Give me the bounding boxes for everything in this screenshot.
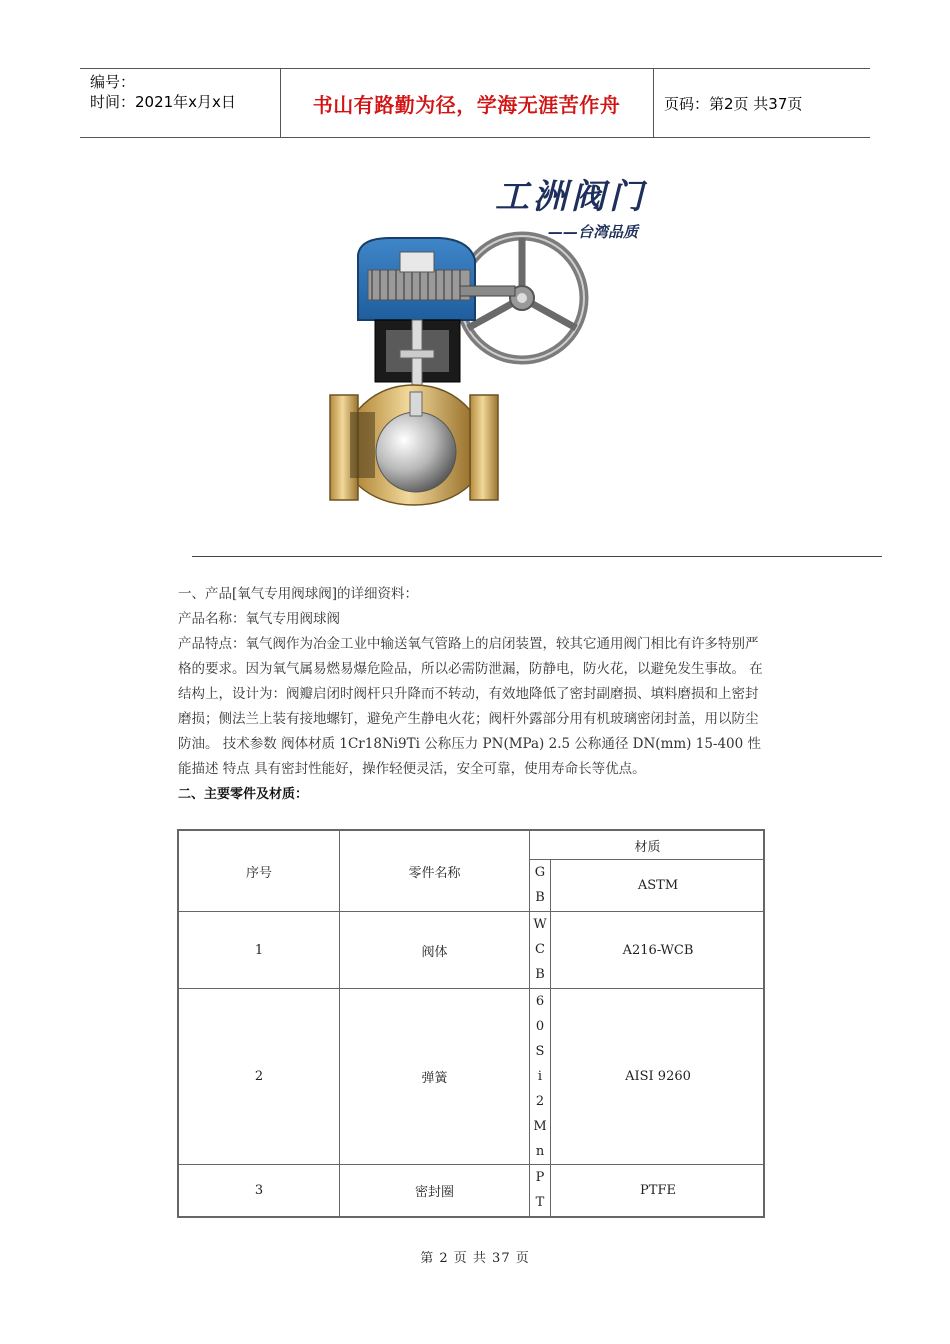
page-footer: 第 2 页 共 37 页: [420, 1251, 530, 1266]
header-page-info: 页码：第2页 共37页: [664, 94, 803, 113]
table-row-name: 密封圈: [414, 1185, 454, 1200]
table-row-astm: PTFE: [640, 1183, 676, 1198]
table-row-gb: 6 0 S i 2 M n: [533, 994, 547, 1159]
header-part-name: 零件名称: [408, 865, 461, 881]
table-row-name: 弹簧: [421, 1071, 448, 1086]
header-seq: 序号: [245, 865, 272, 881]
svg-text:——台湾品质: ——台湾品质: [548, 223, 639, 241]
header-gb: G B: [534, 865, 546, 905]
section1-title: 一、产品[氧气专用阀球阀]的详细资料：: [178, 586, 419, 602]
header-material: 材质: [634, 839, 661, 855]
table-row-name: 阀体: [421, 944, 448, 960]
brand-logo: [495, 177, 648, 241]
product-name: 产品名称：氧气专用阀球阀: [178, 611, 340, 627]
table-row-gb: W C B: [533, 917, 547, 982]
table-row-astm: AISI 9260: [625, 1069, 691, 1084]
header-astm: ASTM: [637, 878, 679, 893]
product-features: 产品特点：氧气阀作为冶金工业中输送氧气管路上的启闭装置，较其它通用阀门相比有许多特别严格的要求。因为氧气属易燃易爆危险品，所以必需防泄漏，防静电，防火花，以避免发生事故。 在结构上，设计为：阀瓣启闭时阀杆只升降而不转动，有效地降低了密封副磨损、填料磨损和上密封磨损；侧法兰上装有接地螺钉，避免产生静电火花；阀杆外露部分用有机玻璃密闭封盖，用以防尘防油。 技术参数 阀体材质 1Cr18Ni9Ti 公称压力 PN(MPa) 2.5 公称通径 DN(mm) 15-400 性能描述 特点 具有密封性能好，操作轻便灵活，安全可靠，使用寿命长等优点。: [178, 636, 763, 777]
valve-body: [330, 385, 498, 505]
header-meta: [80, 69, 281, 137]
header-motto: 书山有路勤为径，学海无涯苦作舟: [280, 69, 654, 137]
table-row-seq: 2: [254, 1069, 264, 1084]
table-row-seq: 1: [254, 942, 264, 958]
table-row-seq: 3: [254, 1183, 264, 1198]
svg-text:工洲阀门: 工洲阀门: [495, 177, 647, 217]
table-row-astm: A216-WCB: [622, 942, 694, 958]
valve-bracket: [375, 320, 460, 395]
document-body: [178, 582, 763, 807]
page-header: [80, 68, 870, 138]
materials-table: [177, 829, 765, 1218]
number-label: 编号：: [90, 73, 136, 91]
divider-line: [192, 556, 882, 557]
gearbox: [358, 238, 515, 320]
handwheel: [460, 236, 584, 360]
time-label: 时间：2021年x月x日: [90, 93, 236, 111]
section2-title: 二、主要零件及材质：: [178, 787, 309, 802]
table-row-gb: P T: [535, 1170, 545, 1210]
valve-product-image: [320, 160, 665, 510]
